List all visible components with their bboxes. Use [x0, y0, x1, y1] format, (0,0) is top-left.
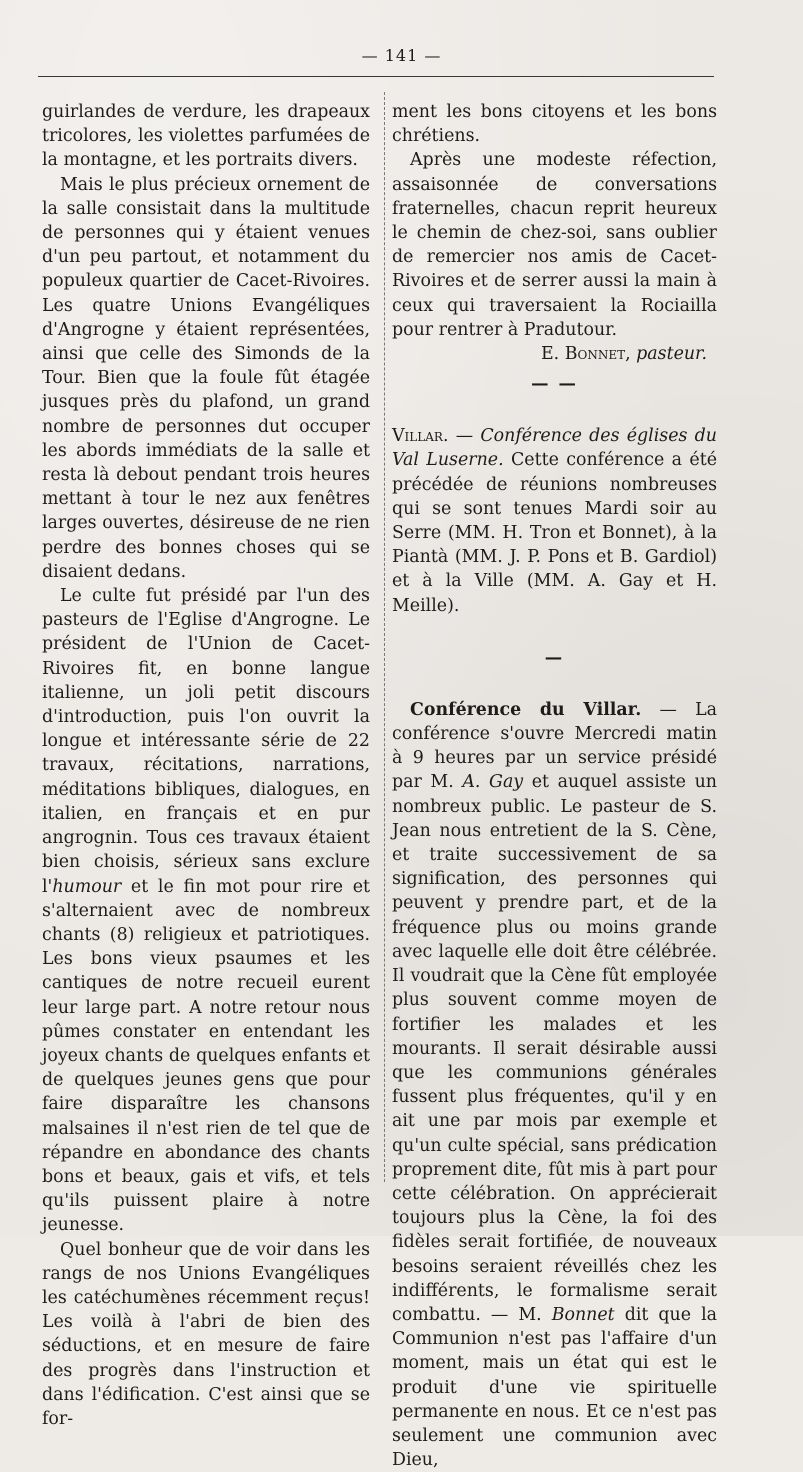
conference-paragraph: [392, 698, 717, 1472]
villar-paragraph: [392, 424, 717, 618]
left-paragraph-3-part-b: et le fin mot pour rire et s'alternaient avec de nombreux chants (8) religieux et patriotiques. Les bons vieux psaumes et les cantiques de notre recueil eurent leur large part. A notre retour nous pûmes constater en entendant les joyeux chants de quelques enfants et de quelques jeunes gens que pour faire disparaître les chansons malsaines il n'est rien de tel que de répandre en abondance des chants bons et beaux, gais et vifs, et tels qu'ils puissent plaire à notre jeunesse.: [42, 876, 370, 1236]
conference-part-a: — La conférence s'ouvre Mercredi matin à 9 heures par un service présidé par M.: [392, 699, 717, 793]
page-number: — 141 —: [361, 46, 442, 65]
conference-bonnet: Bonnet: [551, 1304, 615, 1325]
section-separator-1: — —: [531, 374, 578, 395]
conference-part-c: dit que la Communion n'est pas l'affaire d'un moment, mais un état qui est le produit d'une vie spirituelle permanente en nous. Et ce n'est pas seulement une communion avec Dieu,: [392, 1304, 718, 1471]
humour-word: humour: [52, 876, 122, 897]
villar-body: Cette conférence a été précédée de réunions nombreuses qui se sont tenues Mardi soir au Serre (MM. H. Tron et Bonnet), à la Piantà (MM. J. P. Pons et B. Gardiol) et à la Ville (MM. A. Gay et H. Meille).: [392, 450, 717, 616]
signature-name: E. Bonnet,: [540, 344, 631, 365]
spacer-1: [392, 402, 717, 424]
conference-gay: A. Gay: [462, 772, 524, 793]
villar-dash: —: [448, 426, 481, 447]
villar-title: Conférence des églises du Val Luserne.: [392, 426, 718, 471]
section-separator-2: —: [544, 647, 565, 668]
conference-part-b: et auquel assiste un nombreux public. Le pasteur de S. Jean nous entretient de la S. Cène, et traite successivement de sa signification, des personnes qui peuvent y prendre part, et de la fréquence plus ou moins grande avec laquelle elle doit être célébrée. Il voudrait que la Cène fût employée plus souvent comme moyen de fortifier les malades et les mourants. Il serait désirable aussi que les communions générales fussent plus fréquentes, qu'il y en ait une par mois par exemple et qu'un culte spécial, sans prédication proprement dite, fût mis à part pour cette célébration. On apprécierait toujours plus la Cène, la foi des fidèles serait fortifiée, de nouveaux besoins seraient réveillés chez les indifférents, le formalisme serait combattu. — M.: [392, 772, 717, 1325]
left-paragraph-3-part-a: Le culte fut présidé par l'un des pasteurs de l'Eglise d'Angrogne. Le président de l'Union de Cacet-Rivoires fit, en bonne langue italienne, un joli petit discours d'introduction, puis l'on ouvrit la longue et intéressante série de 22 travaux, récitations, narrations, méditations bibliques, dialogues, en italien, en français et en pur angrognin. Tous ces travaux étaient bien choisis, sérieux sans exclure l': [42, 586, 370, 897]
spacer-2: [392, 618, 717, 640]
villar-heading: Villar.: [392, 426, 449, 447]
left-paragraph-1: guirlandes de verdure, les drapeaux tricolores, les violettes parfumées de la montagne, et les portraits divers.: [42, 102, 370, 171]
right-paragraph-2: Après une modeste réfection, assaisonnée de conversations fraternelles, chacun reprit heureux le chemin de chez-soi, sans oublier de remercier nos amis de Cacet-Rivoires et de serrer aussi la main à ceux qui traversaient la Rociailla pour rentrer à Pradutour.: [392, 150, 717, 340]
right-paragraph-1: ment les bons citoyens et les bons chrétiens.: [392, 102, 717, 147]
conference-heading: Conférence du Villar.: [410, 699, 642, 720]
signature: [392, 342, 717, 366]
left-paragraph-3: [42, 584, 370, 1237]
signature-title: pasteur.: [636, 344, 707, 365]
left-paragraph-4: Quel bonheur que de voir dans les rangs de nos Unions Evangéliques les catéchumènes récemment reçus! Les voilà à l'abri de bien des séductions, et en mesure de faire des progrès dans l'instruction et dans l'édification. C'est ainsi que se for-: [42, 1239, 370, 1429]
right-column: [392, 100, 717, 1472]
left-paragraph-2: Mais le plus précieux ornement de la salle consistait dans la multitude de personnes qui y étaient venues d'un peu partout, et notamment du populeux quartier de Cacet-Rivoires. Les quatre Unions Evangéliques d'Angrogne y étaient représentées, ainsi que celle des Simonds de la Tour. Bien que la foule fût étagée jusques près du plafond, un grand nombre de personnes dut occuper les abords immédiats de la salle et resta là debout pendant trois heures mettant à tour le nez aux fenêtres larges ouvertes, désireuse de ne rien perdre des bonnes choses qui se disaient dedans.: [42, 174, 370, 582]
header-rule: [38, 76, 714, 77]
column-divider: [384, 92, 385, 1182]
left-column: [42, 100, 370, 1431]
spacer-3: [392, 676, 717, 698]
